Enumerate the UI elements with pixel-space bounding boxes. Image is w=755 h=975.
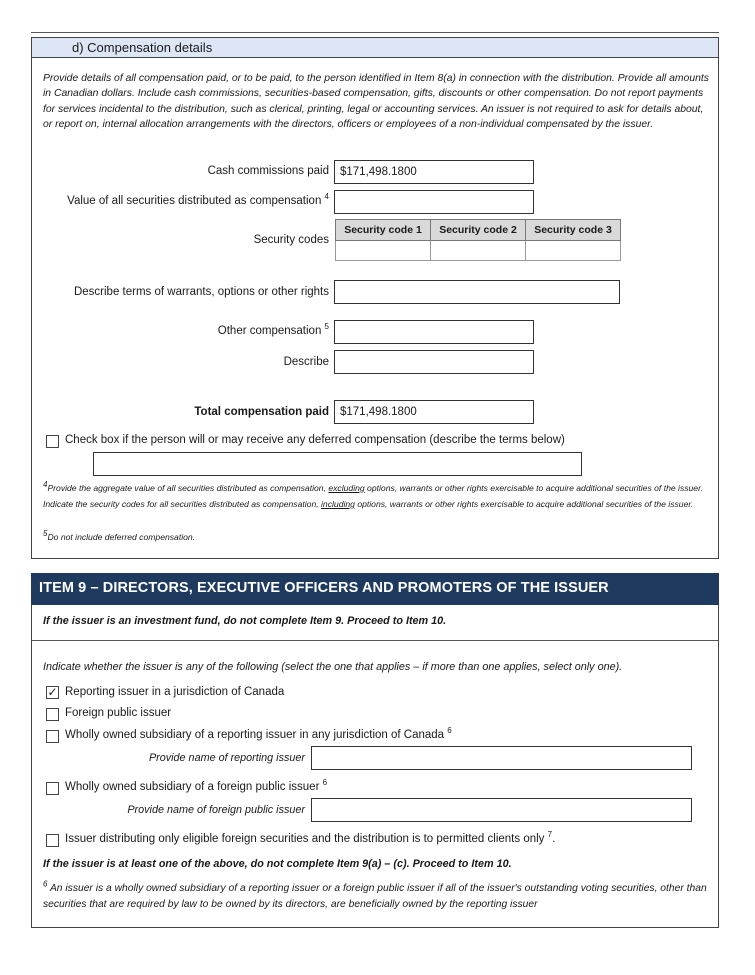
other-compensation-field[interactable] — [334, 320, 534, 344]
indicate-instruction: Indicate whether the issuer is any of the following (select the one that applies – if more than one applies, select only one). — [43, 661, 623, 673]
securities-value-label: Value of all securities distributed as compensation $^4$ — [67, 192, 329, 207]
top-rule — [31, 32, 719, 33]
footnote-6: $^6$ An issuer is a wholly owned subsidiary of a reporting issuer or a foreign public issuer if all of the issuer's outstanding voting securities, other than securities that are required by law to be owned by its directors, are beneficially owned by the reporting issuer — [43, 879, 707, 910]
describe-label: Describe — [283, 356, 329, 368]
footnote-5: $^5$Do not include deferred compensation. — [43, 529, 196, 542]
securities-value-field[interactable] — [334, 190, 534, 214]
investment-fund-note: If the issuer is an investment fund, do not complete Item 9. Proceed to Item 10. — [43, 615, 447, 627]
foreign-issuer-name-field[interactable] — [311, 798, 692, 822]
wholly-owned-reporting-label: Wholly owned subsidiary of a reporting issuer in any jurisdiction of Canada $^6$ — [65, 726, 452, 741]
security-codes-table — [335, 219, 621, 261]
compensation-details-header — [31, 37, 719, 58]
cash-commissions-label: Cash commissions paid — [207, 165, 329, 177]
at-least-one-note: If the issuer is at least one of the above, do not complete Item 9(a) – (c). Proceed to Item 10. — [43, 858, 512, 870]
security-code-1-input[interactable] — [336, 241, 431, 261]
cash-commissions-value: $171,498.1800 — [340, 166, 417, 178]
security-code-3-input[interactable] — [526, 241, 621, 261]
wholly-owned-foreign-label: Wholly owned subsidiary of a foreign public issuer $^6$ — [65, 778, 328, 793]
security-code-2-input[interactable] — [431, 241, 526, 261]
total-compensation-label: Total compensation paid — [194, 406, 329, 418]
warrants-label: Describe terms of warrants, options or other rights — [73, 286, 329, 298]
reporting-issuer-name-label: Provide name of reporting issuer — [148, 752, 305, 764]
item-9-title: ITEM 9 – DIRECTORS, EXECUTIVE OFFICERS AND PROMOTERS OF THE ISSUER — [39, 580, 609, 596]
wholly-owned-foreign-checkbox[interactable] — [46, 782, 59, 795]
foreign-public-issuer-checkbox[interactable] — [46, 708, 59, 721]
item-9-header — [31, 573, 719, 605]
reporting-issuer-name-field[interactable] — [311, 746, 692, 770]
deferred-compensation-label: Check box if the person will or may receive any deferred compensation (describe the terms below) — [65, 434, 565, 446]
footnote-4: $^4$Provide the aggregate value of all securities distributed as compensation, excluding options, warrants or other rights exercisable to acquire additional securities of the issuer. Indicate the security codes for all securities distributed as compensation, including options, warrants or other rights exercisable to acquire additional securities of the issuer. — [43, 480, 704, 509]
compensation-instructions: Provide details of all compensation paid, or to be paid, to the person identified in Item 8(a) in connection with the distribution. Provide all amounts in Canadian dollars. Include cash commissions, securities-based compensation, gifts, discounts or other compensation. Do not report payments for services incidental to the distribution, such as clerical, printing, legal or accounting services. An issuer is not required to ask for details about, or report on, internal allocation arrangements with the directors, officers or employees of a non-individual compensated by the issuer. — [43, 73, 709, 131]
security-code-1-header: Security code 1 — [336, 220, 431, 241]
reporting-issuer-checkbox[interactable]: ✓ — [47, 685, 58, 699]
total-compensation-field[interactable] — [334, 400, 534, 424]
security-code-2-header: Security code 2 — [431, 220, 526, 241]
total-compensation-value: $171,498.1800 — [340, 406, 417, 418]
security-codes-label: Security codes — [253, 234, 329, 246]
security-code-3-header: Security code 3 — [526, 220, 621, 241]
section-title: d) Compensation details — [72, 40, 213, 55]
deferred-compensation-checkbox[interactable] — [46, 435, 59, 448]
divider — [32, 640, 718, 641]
reporting-issuer-label: Reporting issuer in a jurisdiction of Canada — [65, 686, 285, 698]
eligible-foreign-checkbox[interactable] — [46, 834, 59, 847]
foreign-issuer-name-label: Provide name of foreign public issuer — [127, 804, 305, 816]
describe-field[interactable] — [334, 350, 534, 374]
cash-commissions-field[interactable] — [334, 160, 534, 184]
foreign-public-issuer-label: Foreign public issuer — [65, 707, 172, 719]
other-compensation-label: Other compensation $^5$ — [217, 322, 329, 337]
warrants-field[interactable] — [334, 280, 620, 304]
eligible-foreign-label: Issuer distributing only eligible foreign securities and the distribution is to permitted clients only $^7$. — [65, 830, 556, 845]
wholly-owned-reporting-checkbox[interactable] — [46, 730, 59, 743]
deferred-compensation-field[interactable] — [93, 452, 582, 476]
